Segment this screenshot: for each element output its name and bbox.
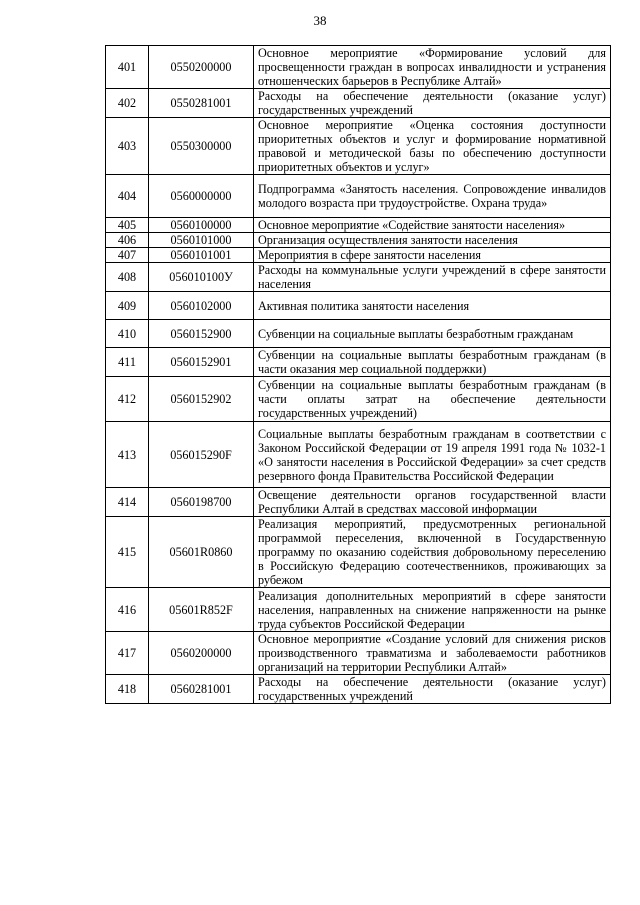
row-number-cell: 418	[106, 675, 149, 704]
table-row	[106, 377, 611, 422]
table-row	[106, 675, 611, 704]
row-number-cell: 409	[106, 292, 149, 320]
classification-code-cell: 0560152901	[149, 348, 254, 377]
classification-code-cell: 0550281001	[149, 89, 254, 118]
description-cell: Основное мероприятие «Оценка состояния доступности приоритетных объектов и услуг и формирование нормативной правовой и методической базы по обеспечению доступности приоритетных объектов и услуг»	[254, 118, 611, 175]
row-number-cell: 403	[106, 118, 149, 175]
table-row	[106, 175, 611, 218]
description-cell: Реализация мероприятий, предусмотренных региональной программой переселения, включенной в Государственную программу по оказанию содействия добровольному переселению в Российскую Федерацию соотечественников, проживающих за рубежом	[254, 517, 611, 588]
table-row	[106, 292, 611, 320]
classification-code-cell: 0560100000	[149, 218, 254, 233]
description-cell: Активная политика занятости населения	[254, 292, 611, 320]
description-cell: Освещение деятельности органов государственной власти Республики Алтай в средствах массовой информации	[254, 488, 611, 517]
classification-code-cell: 0560101000	[149, 233, 254, 248]
budget-classification-table	[105, 45, 611, 704]
classification-code-cell: 05601R0860	[149, 517, 254, 588]
row-number-cell: 405	[106, 218, 149, 233]
description-cell: Субвенции на социальные выплаты безработным гражданам	[254, 320, 611, 348]
table-row	[106, 263, 611, 292]
table-row	[106, 233, 611, 248]
description-cell: Мероприятия в сфере занятости населения	[254, 248, 611, 263]
classification-code-cell: 0560101001	[149, 248, 254, 263]
row-number-cell: 415	[106, 517, 149, 588]
description-cell: Расходы на коммунальные услуги учреждений в сфере занятости населения	[254, 263, 611, 292]
classification-code-cell: 056010100У	[149, 263, 254, 292]
page-number: 38	[313, 13, 327, 28]
row-number-cell: 414	[106, 488, 149, 517]
table-row	[106, 422, 611, 488]
classification-code-cell: 0560198700	[149, 488, 254, 517]
classification-code-cell: 0550300000	[149, 118, 254, 175]
row-number-cell: 404	[106, 175, 149, 218]
row-number-cell: 401	[106, 46, 149, 89]
table-body	[106, 46, 611, 704]
table-row	[106, 348, 611, 377]
row-number-cell: 408	[106, 263, 149, 292]
description-cell: Социальные выплаты безработным гражданам в соответствии с Законом Российской Федерации от 19 апреля 1991 года № 1032-1 «О занятости населения в Российской Федерации» за счет средств резервного фонда Правительства Российской Федерации	[254, 422, 611, 488]
row-number-cell: 407	[106, 248, 149, 263]
table-row	[106, 218, 611, 233]
table-row	[106, 517, 611, 588]
classification-code-cell: 05601R852F	[149, 588, 254, 632]
description-cell: Основное мероприятие «Формирование условий для просвещенности граждан в вопросах инвалидности и устранения отношенческих барьеров в Республике Алтай»	[254, 46, 611, 89]
table-row	[106, 632, 611, 675]
row-number-cell: 413	[106, 422, 149, 488]
row-number-cell: 417	[106, 632, 149, 675]
classification-code-cell: 0560152900	[149, 320, 254, 348]
description-cell: Субвенции на социальные выплаты безработным гражданам (в части оплаты затрат на обеспечение деятельности государственных учреждений)	[254, 377, 611, 422]
description-cell: Основное мероприятие «Содействие занятости населения»	[254, 218, 611, 233]
description-cell: Расходы на обеспечение деятельности (оказание услуг) государственных учреждений	[254, 89, 611, 118]
table-row	[106, 46, 611, 89]
table-row	[106, 89, 611, 118]
classification-code-cell: 0560200000	[149, 632, 254, 675]
classification-code-cell: 0550200000	[149, 46, 254, 89]
description-cell: Субвенции на социальные выплаты безработным гражданам (в части оказания мер социальной поддержки)	[254, 348, 611, 377]
row-number-cell: 411	[106, 348, 149, 377]
row-number-cell: 416	[106, 588, 149, 632]
description-cell: Расходы на обеспечение деятельности (оказание услуг) государственных учреждений	[254, 675, 611, 704]
row-number-cell: 412	[106, 377, 149, 422]
classification-code-cell: 056015290F	[149, 422, 254, 488]
classification-code-cell: 0560000000	[149, 175, 254, 218]
row-number-cell: 410	[106, 320, 149, 348]
table-row	[106, 488, 611, 517]
classification-code-cell: 0560102000	[149, 292, 254, 320]
description-cell: Реализация дополнительных мероприятий в сфере занятости населения, направленных на снижение напряженности на рынке труда субъектов Российской Федерации	[254, 588, 611, 632]
classification-code-cell: 0560152902	[149, 377, 254, 422]
row-number-cell: 402	[106, 89, 149, 118]
row-number-cell: 406	[106, 233, 149, 248]
table-row	[106, 248, 611, 263]
classification-code-cell: 0560281001	[149, 675, 254, 704]
description-cell: Подпрограмма «Занятость населения. Сопровождение инвалидов молодого возраста при трудоустройстве. Охрана труда»	[254, 175, 611, 218]
table-row	[106, 118, 611, 175]
table-row	[106, 588, 611, 632]
table-row	[106, 320, 611, 348]
description-cell: Организация осуществления занятости населения	[254, 233, 611, 248]
description-cell: Основное мероприятие «Создание условий для снижения рисков производственного травматизма и заболеваемости работников организаций на территории Республики Алтай»	[254, 632, 611, 675]
